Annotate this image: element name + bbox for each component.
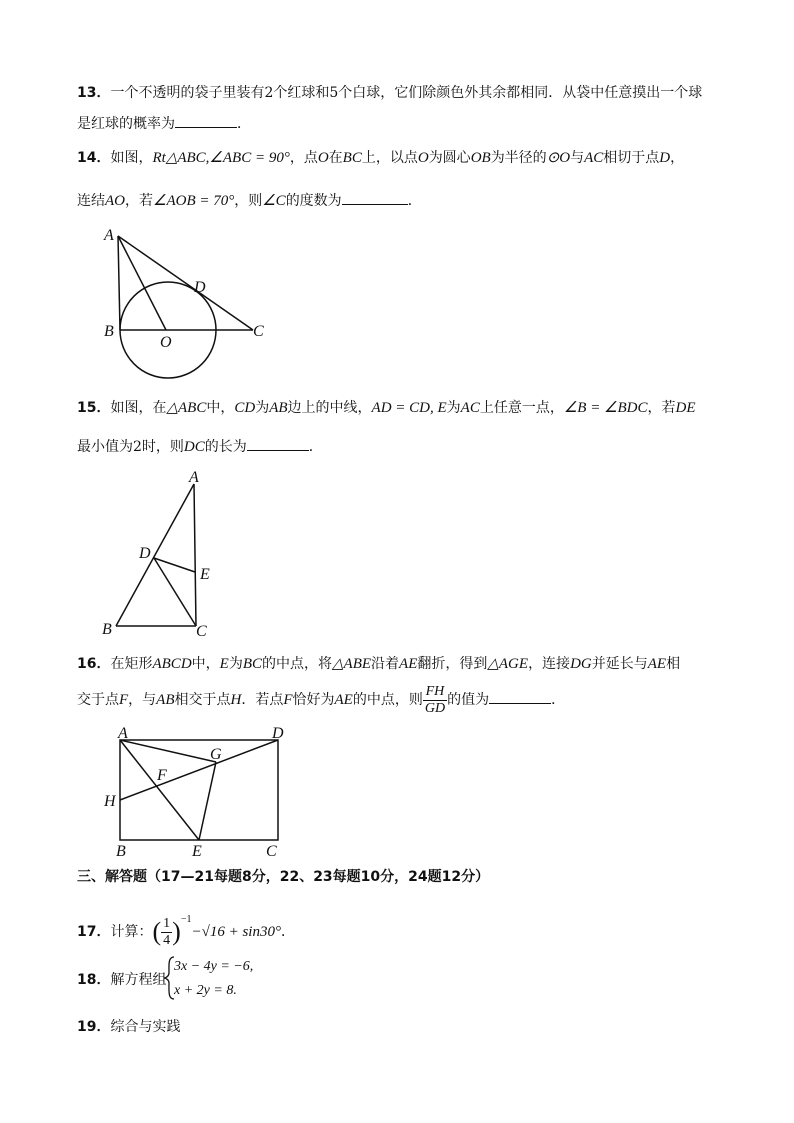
- figure-q16: [100, 722, 300, 862]
- q16-l2m4: F: [283, 692, 293, 708]
- q15-t4: 边上的中线，: [287, 400, 372, 416]
- q14-end: ．: [407, 193, 422, 209]
- q16-t5: 沿着: [371, 656, 400, 672]
- q15-t6: 上任意一点，: [479, 400, 564, 416]
- q15-line2: [77, 436, 323, 457]
- q15-m4: AD = CD, E: [371, 400, 447, 416]
- q16-end: ．: [551, 692, 566, 708]
- label-B: B: [116, 843, 126, 860]
- q17-t1: 计算：: [110, 924, 153, 940]
- q16-t7: ，连接: [528, 656, 571, 672]
- q16-l2f: 的中点，则: [352, 692, 423, 708]
- q16-t6: 翻折，得到: [417, 656, 488, 672]
- q15-l2b: 的长为: [204, 439, 247, 455]
- q16-m2: E: [219, 656, 229, 672]
- fraction-fh-gd: [423, 684, 447, 717]
- q16-l2a: 交于点: [77, 692, 119, 708]
- label-D: D: [272, 725, 284, 742]
- line-AC: [118, 236, 253, 330]
- paren-right: ): [172, 917, 181, 946]
- line-GE: [199, 762, 216, 840]
- q15-t2: 中，: [206, 400, 235, 416]
- q16-l2c: 相交于点: [174, 692, 231, 708]
- label-O: O: [160, 334, 172, 351]
- line-DC: [154, 558, 196, 626]
- q14-line2: [77, 190, 422, 211]
- q16-l2m1: F: [119, 692, 129, 708]
- answer-blank: [489, 689, 551, 704]
- q13-text: 一个不透明的袋子里装有2个红球和5个白球，它们除颜色外其余都相同．从袋中任意摸出一个球: [110, 85, 703, 101]
- q14-t5: 为圆心: [428, 150, 471, 166]
- q14-l2d: 的度数为: [285, 193, 342, 209]
- q16-number: 16．: [77, 656, 111, 672]
- section-heading: 三、解答题（17—21每题8分，22、23每题10分，24题12分）: [77, 869, 490, 885]
- q15-end: ．: [308, 439, 323, 455]
- fraction-one-quarter: [161, 916, 172, 949]
- equation-2: x + 2y = 8.: [174, 983, 237, 998]
- q15-l2m1: DC: [183, 439, 205, 455]
- q13-line1: [77, 83, 702, 103]
- q15-m6: ∠B = ∠BDC: [563, 400, 648, 416]
- q14-t1: 如图，: [110, 150, 153, 166]
- q14-l2b: ，若: [125, 193, 153, 209]
- q14-m8: D: [659, 150, 671, 166]
- q14-t4: 上，以点: [361, 150, 418, 166]
- q15-line1: [77, 398, 696, 418]
- q16-m1: ABCD: [152, 656, 192, 672]
- frac-bot: GD: [424, 700, 446, 716]
- q15-l2a: 最小值为2时，则: [77, 439, 184, 455]
- q14-t6: 为半径的: [490, 150, 547, 166]
- q18-t1: 解方程组: [110, 972, 167, 988]
- line-AC: [194, 484, 196, 626]
- q19-line: [77, 1017, 180, 1037]
- q13-text2: 是红球的概率为: [77, 116, 175, 132]
- q14-t8: 相切于点: [603, 150, 660, 166]
- q19-number: 19．: [77, 1019, 111, 1035]
- q14-t3: 在: [328, 150, 343, 166]
- label-F: F: [157, 767, 167, 784]
- label-D: D: [194, 279, 206, 296]
- q16-l2b: ，与: [128, 692, 157, 708]
- label-C: C: [253, 323, 264, 340]
- q15-m7: DE: [675, 400, 696, 416]
- q17-number: 17．: [77, 924, 111, 940]
- frac-top: 1: [163, 915, 171, 931]
- q16-m6: △AGE: [487, 656, 529, 672]
- q16-l2g: 的值为: [447, 692, 490, 708]
- label-C: C: [196, 623, 207, 640]
- rectangle-abcd: [120, 740, 278, 840]
- q14-m7: AC: [584, 150, 604, 166]
- frac-top: FH: [423, 684, 447, 701]
- q14-m4: O: [417, 150, 429, 166]
- q15-m5: AC: [460, 400, 480, 416]
- q14-t9: ，: [670, 150, 685, 166]
- q15-m2: CD: [234, 400, 256, 416]
- label-B: B: [104, 323, 114, 340]
- q16-t2: 中，: [191, 656, 220, 672]
- q19-t1: 综合与实践: [110, 1019, 181, 1035]
- q16-l2m3: H: [230, 692, 242, 708]
- q15-number: 15．: [77, 400, 111, 416]
- frac-bot: 4: [163, 932, 171, 948]
- q17-end: ．: [280, 924, 295, 940]
- answer-blank: [175, 113, 237, 128]
- label-B: B: [102, 621, 112, 638]
- label-H: H: [104, 793, 116, 810]
- q16-line1: [77, 654, 680, 674]
- q16-t4: 的中点，将: [262, 656, 332, 672]
- q18-number: 18．: [77, 972, 111, 988]
- line-AB: [118, 236, 120, 330]
- equation-1: 3x − 4y = −6,: [174, 959, 254, 974]
- line-DE: [154, 558, 195, 572]
- q16-line2: [77, 682, 565, 718]
- q15-t1: 如图，在: [110, 400, 167, 416]
- q16-t8: 并延长与: [591, 656, 648, 672]
- label-A: A: [189, 469, 199, 486]
- q16-m3: BC: [242, 656, 262, 672]
- label-A: A: [118, 725, 128, 742]
- q14-l2m2: ∠AOB = 70°: [153, 193, 235, 209]
- q14-t7: 与: [570, 150, 585, 166]
- label-A: A: [104, 227, 114, 244]
- q14-number: 14．: [77, 150, 111, 166]
- label-G: G: [210, 746, 222, 763]
- answer-blank: [342, 190, 408, 205]
- label-C: C: [266, 843, 277, 860]
- q15-t7: ，若: [647, 400, 676, 416]
- q15-t5: 为: [446, 400, 461, 416]
- exponent: −1: [180, 914, 192, 925]
- q16-t9: 相: [666, 656, 681, 672]
- q14-m5: OB: [470, 150, 491, 166]
- q15-m1: △ABC: [166, 400, 207, 416]
- q16-m8: AE: [647, 656, 667, 672]
- q16-m7: DG: [570, 656, 592, 672]
- q14-t2: ，点: [289, 150, 318, 166]
- q13-end: ．: [237, 116, 251, 132]
- q16-t1: 在矩形: [110, 656, 153, 672]
- q14-m6: ⊙O: [546, 150, 571, 166]
- answer-blank: [247, 436, 309, 451]
- q16-l2d: ．若点: [241, 692, 284, 708]
- q16-l2m5: AE: [334, 692, 353, 708]
- q18-line: [77, 970, 166, 990]
- q16-t3: 为: [228, 656, 243, 672]
- q15-t3: 为: [255, 400, 270, 416]
- q14-l2a: 连结: [77, 193, 105, 209]
- q14-l2c: ，则: [234, 193, 263, 209]
- q14-l2m1: AO: [105, 193, 125, 209]
- label-E: E: [192, 843, 202, 860]
- q13-line2: [77, 113, 251, 134]
- figure-q14: [98, 222, 278, 382]
- label-D: D: [139, 545, 151, 562]
- q16-m4: △ABE: [332, 656, 372, 672]
- q16-m5: AE: [399, 656, 418, 672]
- q14-line1: [77, 148, 684, 168]
- q15-m3: AB: [269, 400, 288, 416]
- paren-left: (: [152, 917, 162, 946]
- q13-number: 13．: [77, 85, 111, 101]
- figure-q15: [96, 466, 236, 642]
- q14-m2: O: [317, 150, 329, 166]
- q14-m1: Rt△ABC,∠ABC = 90°: [152, 150, 290, 166]
- q17-line: [77, 902, 295, 950]
- q17-m1: −√16 + sin30°: [191, 924, 281, 940]
- q14-l2m3: ∠C: [262, 193, 286, 209]
- label-E: E: [200, 566, 210, 583]
- q16-l2e: 恰好为: [292, 692, 335, 708]
- q16-l2m2: AB: [156, 692, 175, 708]
- q14-m3: BC: [342, 150, 362, 166]
